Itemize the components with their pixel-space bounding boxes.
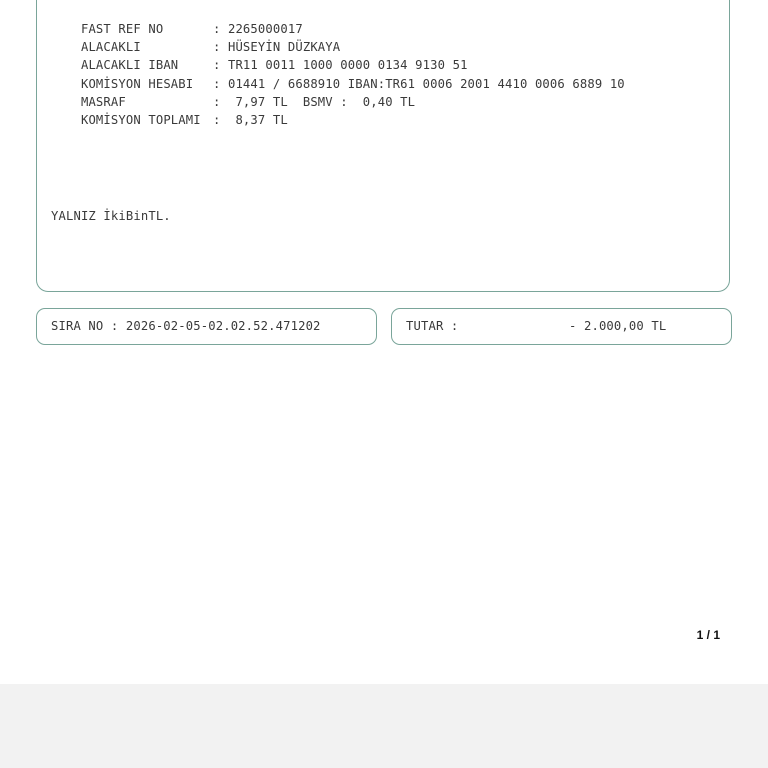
komisyon-hesabi-separator: :	[212, 77, 221, 91]
komisyon-toplami-separator: :	[212, 113, 221, 127]
komisyon-toplami-label: KOMİSYON TOPLAMI	[80, 113, 201, 127]
alacakli-iban-value: TR11 0011 1000 0000 0134 9130 51	[227, 58, 468, 72]
masraf-separator: :	[212, 95, 221, 109]
tutar-box	[391, 308, 732, 345]
page-indicator: 1 / 1	[696, 628, 720, 642]
masraf-label: MASRAF	[80, 95, 126, 109]
tutar-value: - 2.000,00 TL	[569, 319, 667, 333]
fast-ref-label: FAST REF NO	[80, 22, 164, 36]
sira-no-box	[36, 308, 377, 345]
alacakli-separator: :	[212, 40, 221, 54]
komisyon-hesabi-value: 01441 / 6688910 IBAN:TR61 0006 2001 4410 0006 6889 10	[227, 77, 625, 91]
sira-no-text: SIRA NO : 2026-02-05-02.02.52.471202	[51, 319, 321, 333]
masraf-value: 7,97 TL BSMV : 0,40 TL	[227, 95, 416, 109]
fast-ref-separator: :	[212, 22, 221, 36]
komisyon-toplami-value: 8,37 TL	[227, 113, 288, 127]
alacakli-iban-separator: :	[212, 58, 221, 72]
amount-in-words: YALNIZ İkiBinTL.	[51, 209, 171, 223]
fast-ref-value: 2265000017	[227, 22, 303, 36]
alacakli-label: ALACAKLI	[80, 40, 141, 54]
komisyon-toplami-row	[51, 99, 288, 141]
komisyon-hesabi-label: KOMİSYON HESABI	[80, 77, 194, 91]
viewer-background	[0, 684, 768, 768]
alacakli-iban-label: ALACAKLI IBAN	[80, 58, 179, 72]
tutar-label: TUTAR :	[406, 319, 459, 333]
alacakli-value: HÜSEYİN DÜZKAYA	[227, 40, 341, 54]
